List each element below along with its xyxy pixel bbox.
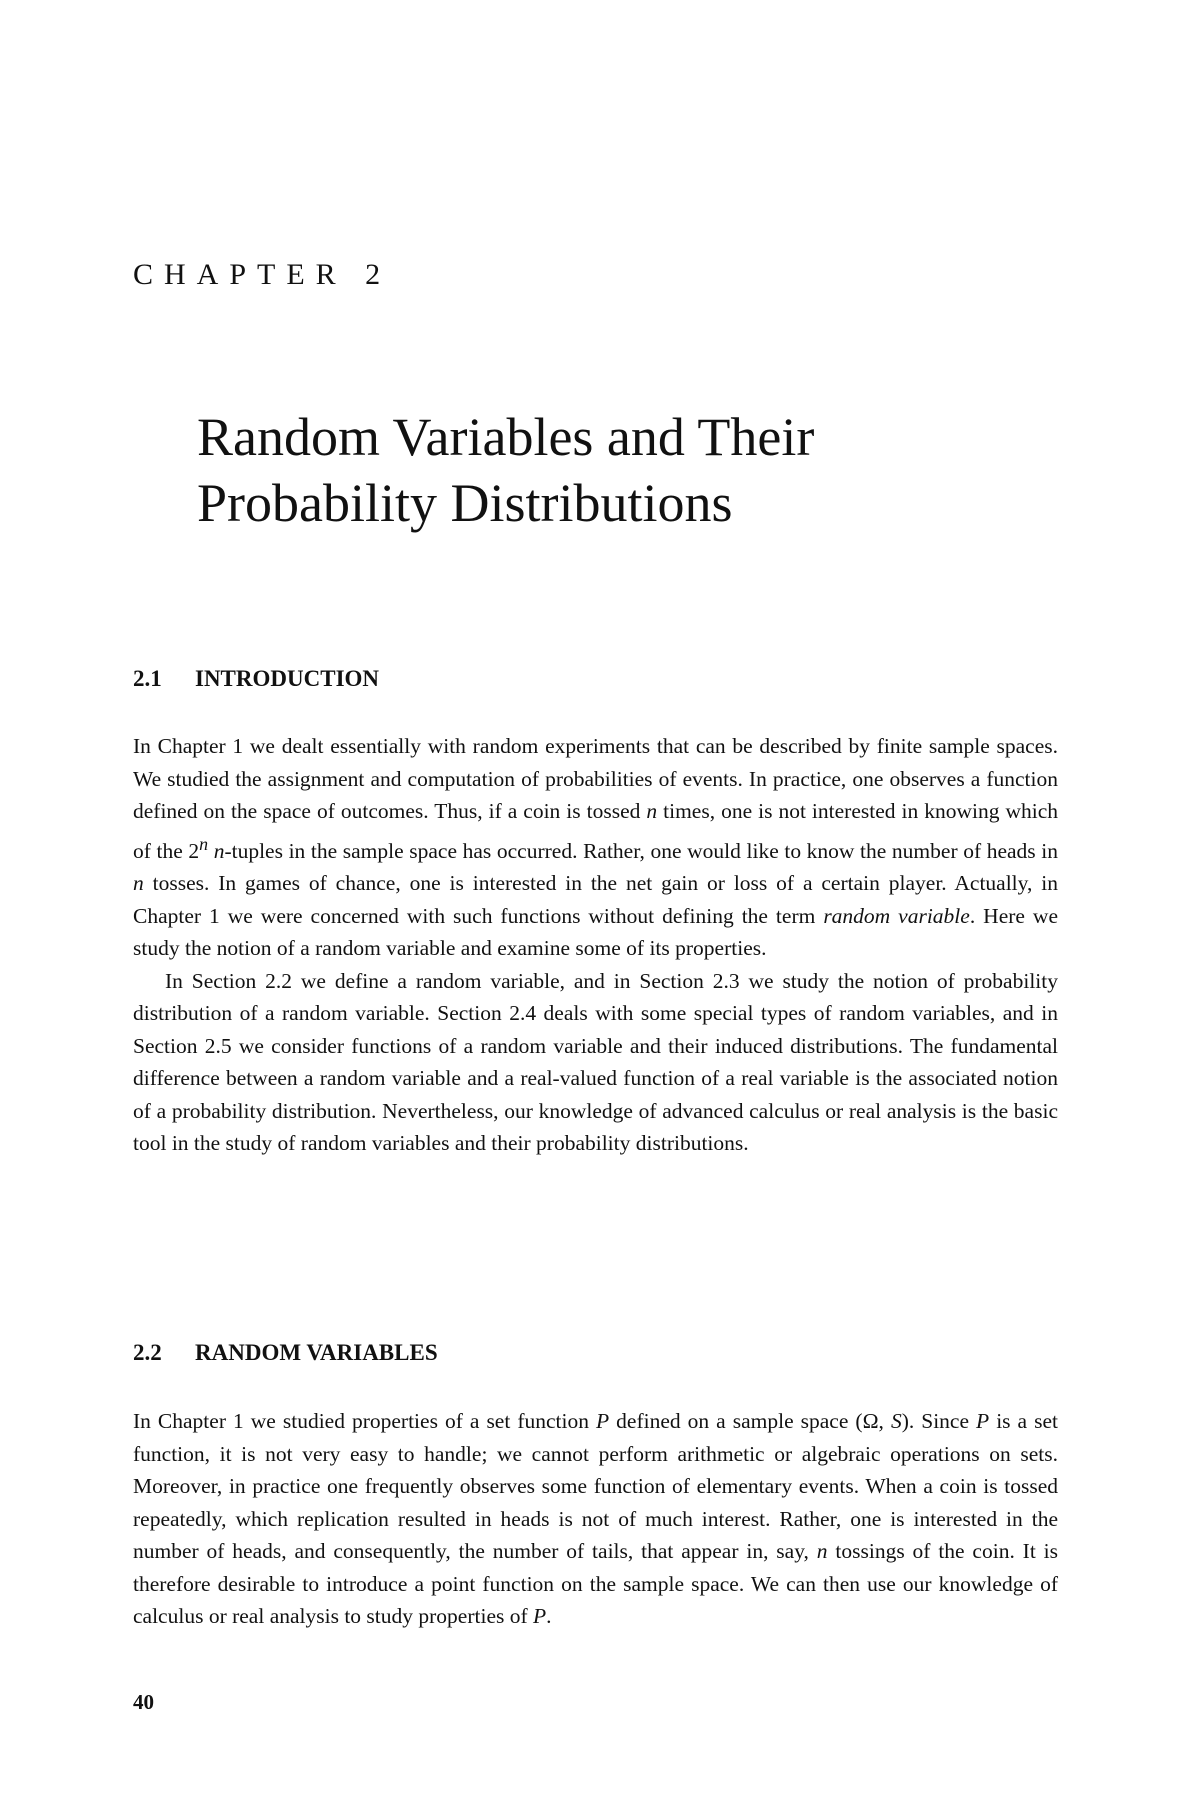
chapter-title-line-1: Random Variables and Their [197, 407, 815, 467]
paragraph [133, 730, 1058, 965]
math-variable: P [976, 1409, 990, 1433]
text-run: is a set function, it is not very easy to handle; we cannot perform arithmetic or algebraic operations on sets. Moreover, in practice one frequently observes some function of elementary events. When a coin is tossed repeatedly, which replication resulted in heads is not of much interest. Rather, one is interested in the number of heads, and consequently, the number of tails, that appear in, say, [133, 1409, 1058, 1563]
text-run: In Chapter 1 we dealt essentially with random experiments that can be described by finite sample spaces. We studied the assignment and computation of probabilities of events. In practice, one observes a function defined on the space of outcomes. Thus, if a coin is tossed [133, 734, 1058, 823]
math-variable: S [890, 1409, 902, 1433]
text-run: tosses. In games of chance, one is interested in the net gain or loss of a certain player. Actually, in Chapter 1 we were concerned with such functions without defining the term [133, 871, 1058, 928]
chapter-title [197, 404, 1097, 536]
text-run: defined on a sample space (Ω, [609, 1409, 891, 1433]
text-run: . [546, 1604, 552, 1628]
text-run: In Chapter 1 we studied properties of a set function [133, 1409, 597, 1433]
section-body-random-variables [133, 1405, 1058, 1633]
text-run: -tuples in the sample space has occurred. Rather, one would like to know the number of heads in [224, 838, 1058, 863]
text-run: tossings of the coin. It is therefore desirable to introduce a point function on the sample space. We can then use our knowledge of calculus or real analysis to study properties of [133, 1539, 1059, 1628]
section-title: RANDOM VARIABLES [195, 1340, 438, 1365]
text-run: times, one is not interested in knowing which of the 2 [133, 799, 1059, 863]
math-variable: P [533, 1604, 547, 1628]
section-number: 2.1 [133, 666, 162, 691]
math-variable: n [213, 838, 225, 863]
math-variable: P [596, 1409, 610, 1433]
text-run: . Here we study the notion of a random variable and examine some of its properties. [133, 903, 1058, 961]
chapter-title-line-2: Probability Distributions [197, 473, 733, 533]
math-variable: n [646, 799, 658, 823]
paragraph [133, 1405, 1058, 1633]
math-superscript: n [199, 833, 209, 854]
page-number: 40 [133, 1690, 154, 1714]
section-body-introduction [133, 730, 1058, 1160]
section-heading-introduction [133, 666, 379, 692]
paragraph: In Section 2.2 we define a random variable, and in Section 2.3 we study the notion of probability distribution of a random variable. Section 2.4 deals with some special types of random variables, and in Section 2.5 we consider functions of a random variable and their induced distributions. The fundamental difference between a random variable and a real-valued function of a real variable is the associated notion of a probability distribution. Nevertheless, our knowledge of advanced calculus or real analysis is the basic tool in the study of random variables and their probability distributions. [133, 968, 1058, 1156]
emphasized-term: random variable [823, 903, 970, 928]
section-heading-random-variables [133, 1340, 438, 1366]
section-title: INTRODUCTION [195, 666, 380, 691]
text-run: ). Since [901, 1409, 977, 1433]
math-variable: n [133, 871, 144, 896]
math-variable: n [816, 1539, 828, 1563]
section-number: 2.2 [133, 1340, 162, 1365]
chapter-label: CHAPTER 2 [133, 258, 392, 291]
